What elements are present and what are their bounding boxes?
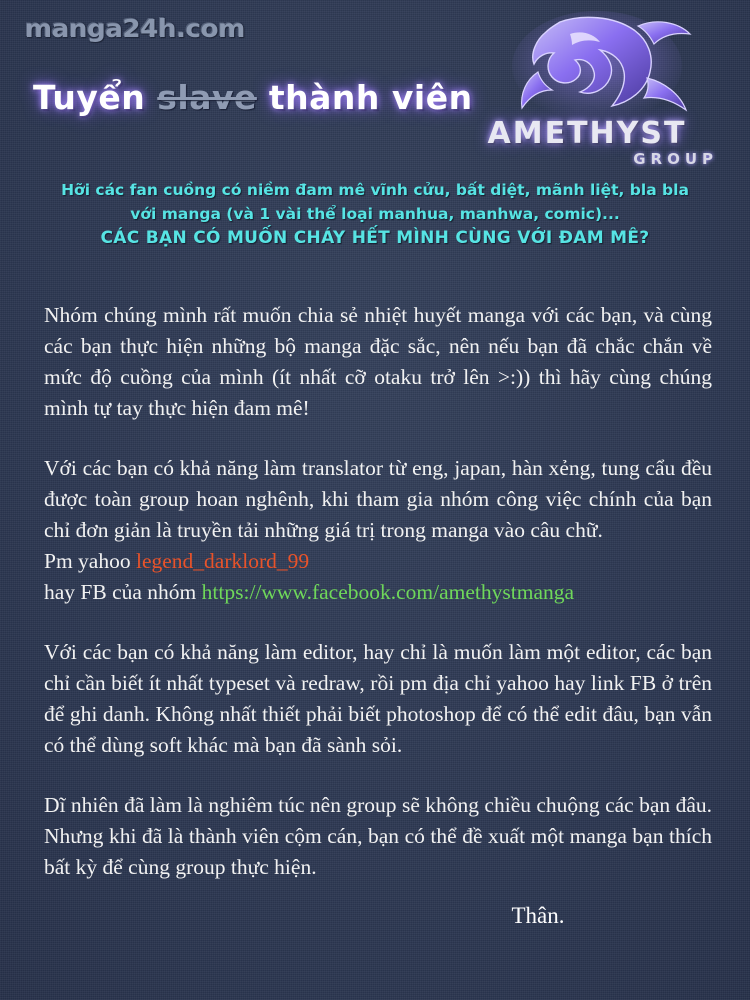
- logo-subtitle: GROUP: [633, 150, 718, 168]
- facebook-label: hay FB của nhóm: [44, 580, 197, 604]
- headline-after: thành viên: [268, 78, 473, 117]
- intro-block: [0, 178, 750, 250]
- paragraph-1: Nhóm chúng mình rất muốn chia sẻ nhiệt huyết manga với các bạn, và cùng các bạn thực hiện những bộ manga đặc sắc, nên nếu bạn đã chắc chắn về mức độ cuồng của mình (ít nhất cỡ otaku trở lên >:)) thì hãy cùng chúng mình tự tay thực hiện đam mê!: [44, 303, 712, 420]
- signature: Thân.: [511, 903, 565, 928]
- paragraph-4: Dĩ nhiên đã làm là nghiêm túc nên group sẽ không chiều chuộng các bạn đâu. Nhưng khi đã là thành viên cộm cán, bạn có thể đề xuất một manga bạn thích bất kỳ để cùng group thực hiện.: [44, 793, 712, 879]
- paragraph-2: Với các bạn có khả năng làm translator từ eng, japan, hàn xẻng, tung cẩu đều được toàn group hoan nghênh, khi tham gia nhóm công việc chính của bạn chỉ đơn giản là truyền tải những giá trị trong manga vào câu chữ.: [44, 456, 712, 542]
- page-title: [33, 78, 473, 117]
- yahoo-id[interactable]: legend_darklord_99: [135, 549, 310, 573]
- paragraph-3: Với các bạn có khả năng làm editor, hay chỉ là muốn làm một editor, các bạn chỉ cần biết ít nhất typeset và redraw, rồi pm địa chỉ yahoo hay link FB ở trên để ghi danh. Không nhất thiết phải biết photoshop để có thể edit đâu, bạn vẫn có thể dùng soft khác mà bạn đã sành sỏi.: [44, 640, 712, 757]
- intro-line-2: với manga (và 1 vài thể loại manhua, manhwa, comic)...: [130, 205, 620, 223]
- site-watermark: manga24h.com: [24, 14, 245, 43]
- headline-strikethrough: slave: [157, 78, 257, 117]
- logo-title: AMETHYST: [487, 116, 687, 151]
- headline-before: Tuyển: [33, 78, 146, 117]
- amethyst-logo: [442, 8, 732, 173]
- body-text: [44, 300, 712, 928]
- yahoo-label: Pm yahoo: [44, 549, 131, 573]
- intro-line-1: Hỡi các fan cuồng có niềm đam mê vĩnh cửu, bất diệt, mãnh liệt, bla bla: [61, 181, 689, 199]
- facebook-link[interactable]: https://www.facebook.com/amethystmanga: [201, 580, 575, 604]
- facebook-contact-line: [44, 577, 712, 608]
- intro-line-3: CÁC BẠN CÓ MUỐN CHÁY HẾT MÌNH CÙNG VỚI ĐAM MÊ?: [100, 228, 650, 248]
- yahoo-contact-line: [44, 546, 712, 577]
